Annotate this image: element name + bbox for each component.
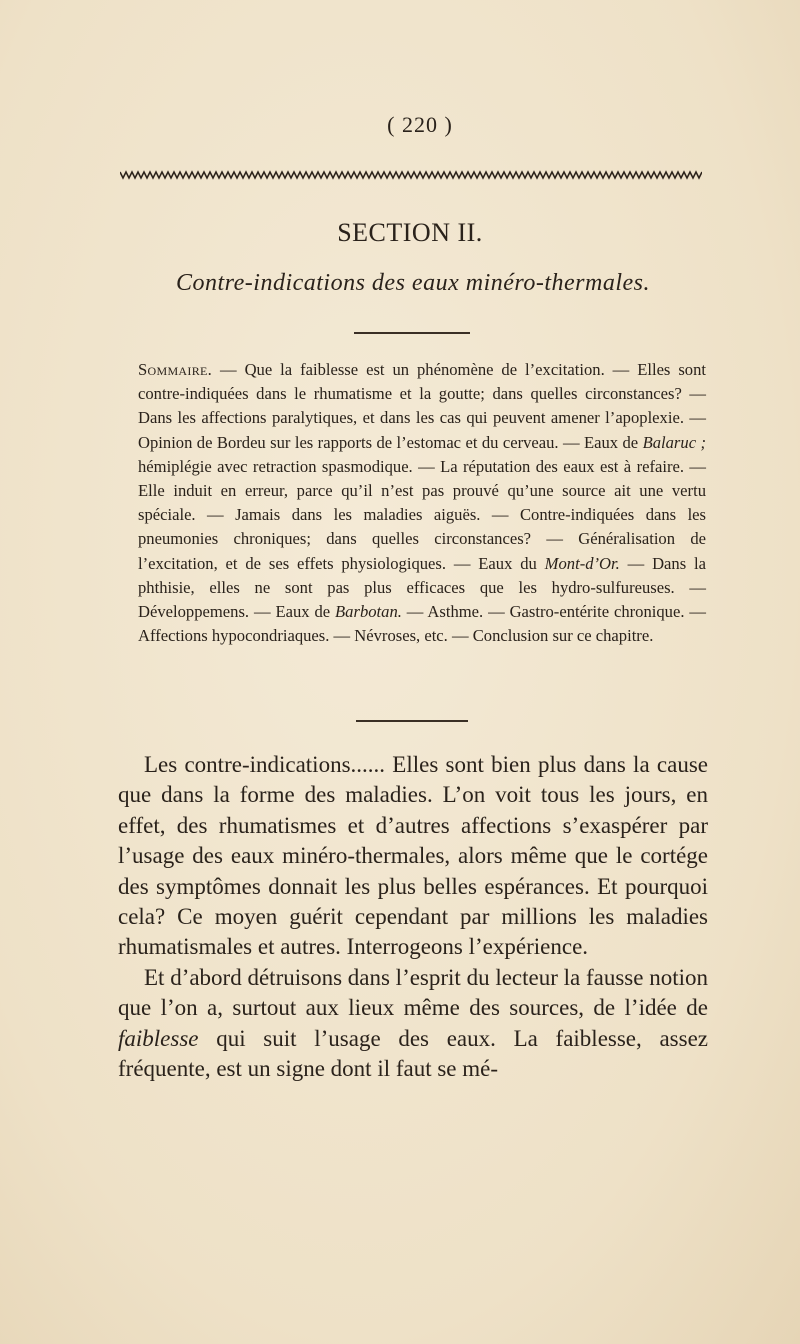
emphasized-word: faiblesse bbox=[118, 1025, 199, 1051]
summary-text-part-1: — Que la faiblesse est un phénomène de l’excitation. — Elles sont contre-indiquées dans le rhumatisme et la goutte; dans quelles circonstances? — Dans les affections paralytiques, et dans les cas qui peuvent amener l’apoplexie. — Opinion de Bordeu sur les rapports de l’estomac et du cerveau. — Eaux de bbox=[138, 360, 706, 452]
section-subtitle: Contre-indications des eaux minéro-thermales. bbox=[176, 270, 650, 296]
section-title: SECTION II. bbox=[337, 218, 483, 247]
paragraph-2-start: Et d’abord détruisons dans l’esprit du lecteur la fausse notion que l’on a, surtout aux lieux même des sources, de l’idée de bbox=[118, 964, 708, 1021]
summary-text-part-4: — Asthme. — Gastro-entérite chronique. — Affections hypocondriaques. — Névroses, etc. — Conclusion sur ce chapitre. bbox=[138, 602, 706, 646]
chapter-summary bbox=[138, 358, 706, 648]
place-name-mont-dor: Mont-d’Or. bbox=[544, 553, 620, 573]
summary-text-part-3: — Dans la phthisie, elles ne sont pas plus efficaces que les hydro-sulfureuses. — Développemens. — Eaux de bbox=[138, 553, 706, 622]
paragraph-2-end: qui suit l’usage des eaux. La faiblesse, assez fréquente, est un signe dont il faut se mé- bbox=[118, 1025, 708, 1082]
page-number: ( 220 ) bbox=[387, 112, 453, 137]
body-paragraph-1: Les contre-indications...... Elles sont bien plus dans la cause que dans la forme des maladies. L’on voit tous les jours, en effet, des rhumatismes et d’autres affections s’exaspérer par l’usage des eaux minéro-thermales, alors même que le cortége des symptômes donnait les plus belles espérances. Et pourquoi cela? Ce moyen guérit cependant par millions les maladies rhumatismales et autres. Interrogeons l’expérience. bbox=[118, 752, 708, 960]
place-name-balaruc: Balaruc ; bbox=[642, 432, 706, 452]
divider-rule bbox=[354, 332, 470, 334]
place-name-barbotan: Barbotan. bbox=[335, 602, 402, 622]
decorative-border-ornament bbox=[120, 170, 702, 180]
summary-label: Sommaire. bbox=[138, 360, 213, 379]
body-paragraph-2 bbox=[118, 963, 708, 1085]
summary-text-part-2: hémiplégie avec retraction spasmodique. — La réputation des eaux est à refaire. — Elle induit en erreur, parce qu’il n’est pas prouvé qu’une source ait une vertu spéciale. — Jamais dans les maladies aiguës. — Contre-indiquées dans les pneumonies chroniques; dans quelles circonstances? — Généralisation de l’excitation, et de ses effets physiologiques. — Eaux du bbox=[138, 456, 706, 573]
divider-rule bbox=[356, 720, 468, 722]
body-text bbox=[118, 750, 708, 1084]
